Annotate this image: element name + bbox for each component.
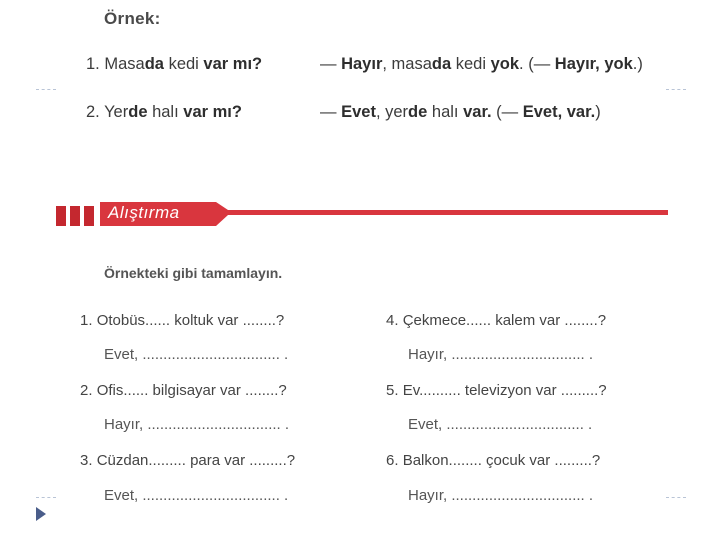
exercise-answer-3: Evet, ................................. . bbox=[104, 487, 289, 504]
banner-stripe bbox=[70, 206, 80, 226]
example-question-1: 1. Masada kedi var mı? bbox=[86, 55, 263, 73]
example-answer-1: — Hayır, masada kedi yok. (— Hayır, yok.) bbox=[320, 55, 643, 73]
slide-edge-marker bbox=[666, 497, 686, 498]
exercise-question-2: 2. Ofis...... bilgisayar var ........? bbox=[80, 382, 287, 399]
example-question-2: 2. Yerde halı var mı? bbox=[86, 103, 242, 121]
exercise-question-5: 5. Ev.......... televizyon var .........? bbox=[386, 382, 607, 399]
exercise-question-3: 3. Cüzdan......... para var .........? bbox=[80, 452, 296, 469]
exercise-question-1: 1. Otobüs...... koltuk var ........? bbox=[80, 312, 285, 329]
slide-edge-marker bbox=[36, 89, 56, 90]
slide-edge-marker bbox=[36, 497, 56, 498]
banner-stripe bbox=[56, 206, 66, 226]
play-triangle-icon[interactable] bbox=[36, 507, 46, 521]
exercise-instruction: Örnekteki gibi tamamlayın. bbox=[104, 265, 283, 281]
exercise-answer-5: Evet, ................................. . bbox=[408, 416, 593, 433]
example-answer-2: — Evet, yerde halı var. (— Evet, var.) bbox=[320, 103, 601, 121]
exercise-question-6: 6. Balkon........ çocuk var .........? bbox=[386, 452, 601, 469]
banner-shape bbox=[100, 202, 668, 226]
exercise-answer-6: Hayır, ................................ . bbox=[408, 487, 594, 504]
exercise-question-4: 4. Çekmece...... kalem var ........? bbox=[386, 312, 607, 329]
slide-edge-marker bbox=[666, 89, 686, 90]
exercise-heading: Alıştırma bbox=[108, 203, 180, 222]
example-title: Örnek: bbox=[104, 9, 161, 28]
exercise-answer-2: Hayır, ................................ . bbox=[104, 416, 290, 433]
exercise-answer-1: Evet, ................................. . bbox=[104, 346, 289, 363]
exercise-answer-4: Hayır, ................................ . bbox=[408, 346, 594, 363]
banner-stripe bbox=[84, 206, 94, 226]
